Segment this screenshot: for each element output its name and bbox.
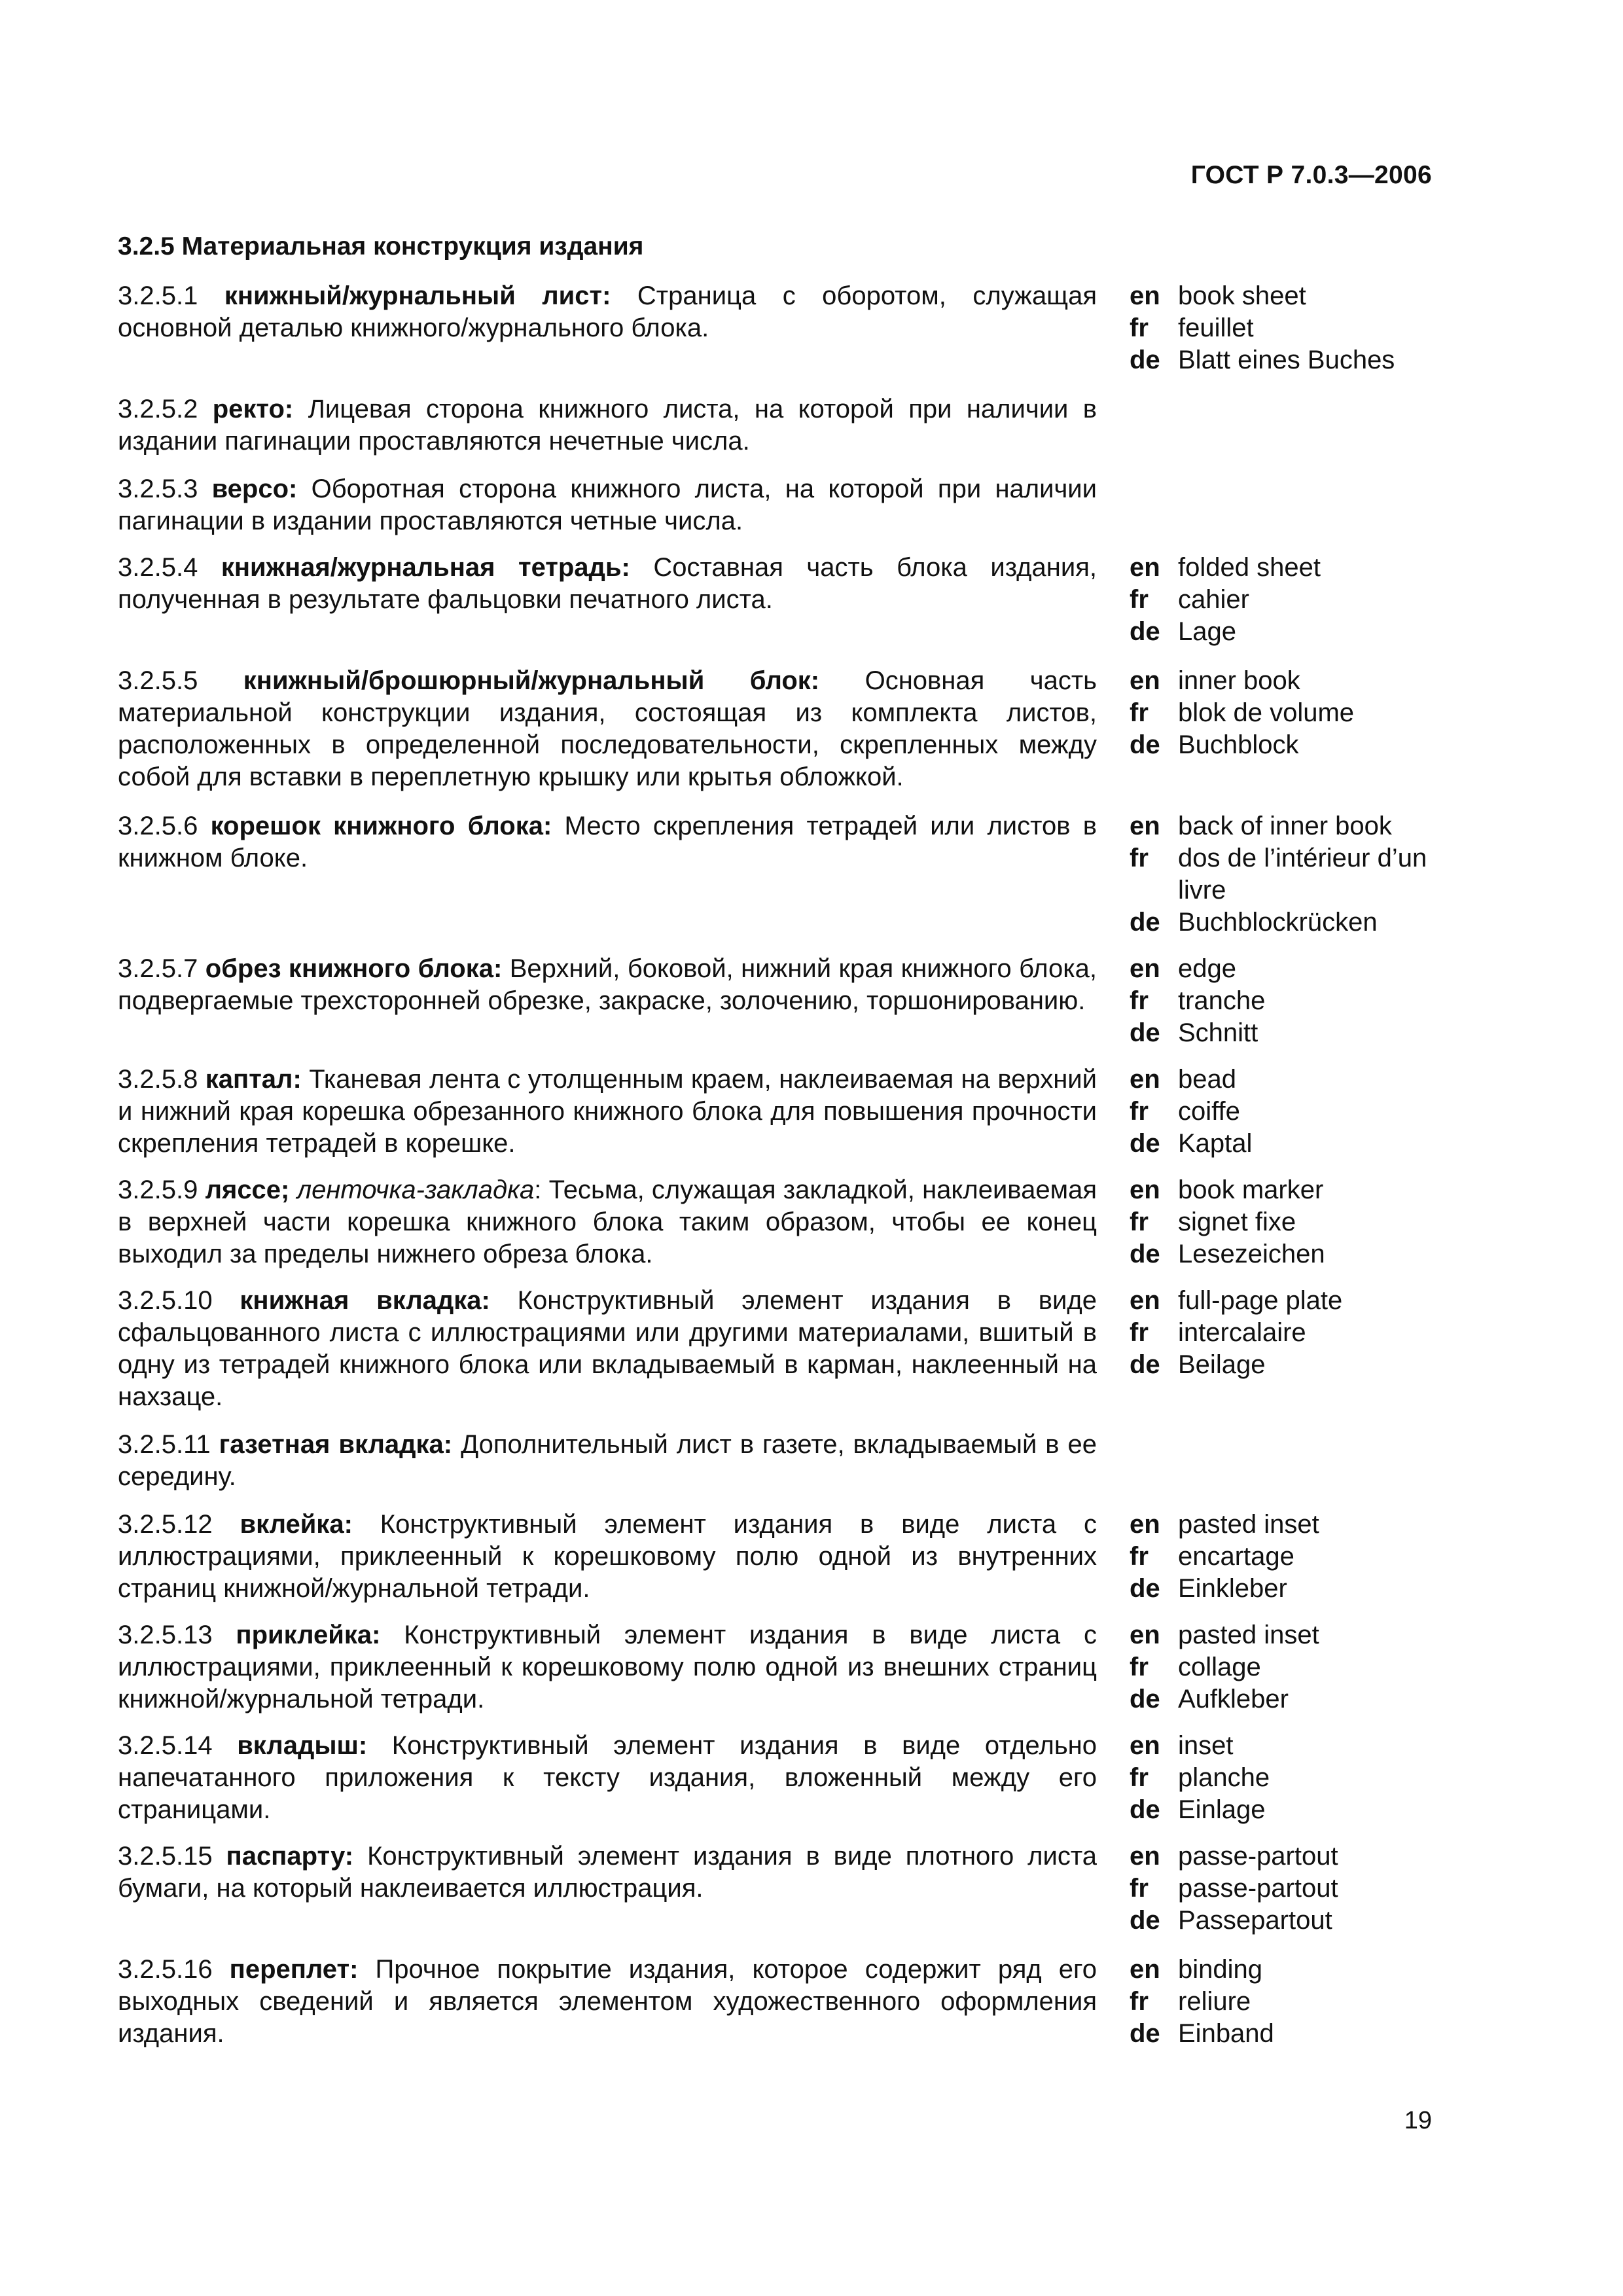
equivalent-de	[1130, 1128, 1440, 1160]
equivalent-term: coiffe	[1178, 1097, 1240, 1126]
equivalent-fr	[1130, 312, 1440, 344]
equivalent-fr	[1130, 1317, 1440, 1349]
equivalent-term: Blatt eines Buches	[1178, 346, 1395, 374]
equivalent-term: inset	[1178, 1731, 1234, 1760]
page-number: 19	[1404, 2107, 1432, 2134]
equivalent-fr	[1130, 1873, 1440, 1905]
entry-text	[118, 1840, 1097, 1937]
equivalent-de	[1130, 906, 1440, 939]
equivalent-de	[1130, 2018, 1440, 2050]
entry-definition: Оборотная сторона книжного листа, на которой при наличии пагинации в издании проставляются четные числа.	[118, 475, 1097, 535]
entry-text	[118, 393, 1097, 457]
equivalent-term: Passepartout	[1178, 1906, 1332, 1935]
equivalent-term: signet fixe	[1178, 1208, 1296, 1236]
entry-term: книжная/журнальная тетрадь:	[221, 553, 630, 582]
equivalent-term: bead	[1178, 1065, 1236, 1094]
foreign-equivalents	[1130, 1429, 1440, 1493]
equivalent-en	[1130, 1174, 1440, 1206]
language-code: fr	[1130, 844, 1149, 872]
foreign-equivalents	[1130, 280, 1440, 376]
entry-term: книжная вкладка:	[240, 1286, 490, 1315]
foreign-equivalents	[1130, 1619, 1440, 1715]
equivalent-fr	[1130, 1986, 1440, 2018]
entry-text	[118, 1619, 1097, 1715]
equivalent-en	[1130, 1285, 1440, 1317]
entry-definition: Страница с оборотом, служащая основной деталью книжного/журнального блока.	[118, 281, 1097, 342]
equivalent-de	[1130, 344, 1440, 376]
equivalent-fr	[1130, 697, 1440, 729]
equivalent-en	[1130, 1509, 1440, 1541]
equivalent-de	[1130, 1349, 1440, 1381]
entry-number: 3.2.5.15	[118, 1842, 213, 1871]
entry-definition: Тканевая лента с утолщенным краем, наклеиваемая на верхний и нижний края корешка обрезанного книжного блока для повышения прочности скрепления тетрадей в корешке.	[118, 1065, 1097, 1158]
entry-definition: Конструктивный элемент издания в виде листа с иллюстрациями, приклеенный к корешковому полю одной из внешних страниц книжной/журнальной тетради.	[118, 1621, 1097, 1713]
language-code: en	[1130, 1621, 1160, 1649]
entry-row	[118, 280, 1440, 376]
entry-text	[118, 473, 1097, 537]
entry-definition: Составная часть блока издания, полученная в результате фальцовки печатного листа.	[118, 553, 1097, 614]
language-code: en	[1130, 1955, 1160, 1984]
equivalent-term: Buchblock	[1178, 730, 1299, 759]
equivalent-term: Aufkleber	[1178, 1685, 1289, 1713]
entry-text	[118, 1509, 1097, 1605]
language-code: fr	[1130, 1653, 1149, 1681]
language-code: de	[1130, 1350, 1160, 1379]
entry-row	[118, 1619, 1440, 1715]
equivalent-de	[1130, 1017, 1440, 1049]
section-heading: 3.2.5 Материальная конструкция издания	[118, 232, 644, 260]
foreign-equivalents	[1130, 953, 1440, 1049]
entry-row	[118, 1730, 1440, 1826]
equivalent-term: Schnitt	[1178, 1018, 1258, 1047]
entry-row	[118, 1840, 1440, 1937]
foreign-equivalents	[1130, 1730, 1440, 1826]
equivalent-term: Lesezeichen	[1178, 1240, 1325, 1268]
language-code: en	[1130, 666, 1160, 695]
equivalent-term: feuillet	[1178, 314, 1254, 342]
language-code: en	[1130, 1175, 1160, 1204]
entry-row	[118, 953, 1440, 1049]
language-code: de	[1130, 1018, 1160, 1047]
equivalent-fr	[1130, 584, 1440, 616]
equivalent-fr	[1130, 1541, 1440, 1573]
foreign-equivalents	[1130, 473, 1440, 537]
entry-synonym: ленточка-закладка	[296, 1175, 535, 1204]
language-code: de	[1130, 1906, 1160, 1935]
entry-text	[118, 1064, 1097, 1160]
equivalent-term: Buchblockrücken	[1178, 908, 1378, 937]
equivalent-term: encartage	[1178, 1542, 1294, 1571]
equivalent-term: planche	[1178, 1763, 1270, 1792]
foreign-equivalents	[1130, 1064, 1440, 1160]
standard-code: ГОСТ Р 7.0.3—2006	[1190, 161, 1432, 189]
entry-row	[118, 393, 1440, 457]
entry-term: корешок книжного блока:	[210, 812, 552, 840]
foreign-equivalents	[1130, 1509, 1440, 1605]
entry-row	[118, 665, 1440, 793]
equivalent-en	[1130, 953, 1440, 985]
language-code: fr	[1130, 585, 1149, 614]
entry-number: 3.2.5.10	[118, 1286, 213, 1315]
language-code: fr	[1130, 1874, 1149, 1903]
equivalent-en	[1130, 1064, 1440, 1096]
equivalent-en	[1130, 280, 1440, 312]
language-code: de	[1130, 730, 1160, 759]
equivalent-term: binding	[1178, 1955, 1263, 1984]
foreign-equivalents	[1130, 1954, 1440, 2050]
foreign-equivalents	[1130, 1840, 1440, 1937]
entry-term: обрез книжного блока:	[205, 954, 503, 983]
equivalent-term: edge	[1178, 954, 1236, 983]
equivalent-de	[1130, 1794, 1440, 1826]
equivalent-de	[1130, 1905, 1440, 1937]
entry-number: 3.2.5.1	[118, 281, 198, 310]
entry-term: книжный/журнальный лист:	[224, 281, 611, 310]
language-code: en	[1130, 812, 1160, 840]
equivalent-en	[1130, 1840, 1440, 1873]
equivalent-term: tranche	[1178, 986, 1266, 1015]
entry-text	[118, 810, 1097, 939]
entry-number: 3.2.5.11	[118, 1430, 211, 1459]
entry-term: переплет:	[229, 1955, 359, 1984]
entry-row	[118, 1064, 1440, 1160]
entry-text	[118, 280, 1097, 376]
equivalent-term: intercalaire	[1178, 1318, 1306, 1347]
language-code: en	[1130, 1065, 1160, 1094]
language-code: de	[1130, 2019, 1160, 2048]
language-code: fr	[1130, 698, 1149, 727]
entry-text	[118, 665, 1097, 793]
entry-term: ректо:	[212, 395, 294, 423]
equivalent-term: cahier	[1178, 585, 1249, 614]
entry-term: версо:	[211, 475, 298, 503]
equivalent-term: Einband	[1178, 2019, 1274, 2048]
entry-term: приклейка:	[236, 1621, 381, 1649]
equivalent-term: full-page plate	[1178, 1286, 1343, 1315]
language-code: en	[1130, 281, 1160, 310]
foreign-equivalents	[1130, 1174, 1440, 1270]
language-code: fr	[1130, 1987, 1149, 2016]
entry-row	[118, 1509, 1440, 1605]
equivalent-fr	[1130, 1096, 1440, 1128]
entry-term: вклейка:	[240, 1510, 353, 1539]
entry-number: 3.2.5.14	[118, 1731, 213, 1760]
foreign-equivalents	[1130, 393, 1440, 457]
entry-number: 3.2.5.13	[118, 1621, 213, 1649]
equivalent-term: back of inner book	[1178, 812, 1392, 840]
entry-row	[118, 1954, 1440, 2050]
entry-text	[118, 1429, 1097, 1493]
language-code: de	[1130, 1240, 1160, 1268]
entry-definition: Конструктивный элемент издания в виде сфальцованного листа с иллюстрациями или другими материалами, вшитый в одну из тетрадей книжного блока или вкладываемый в карман, наклеенный на нахзаце.	[118, 1286, 1097, 1411]
entry-number: 3.2.5.8	[118, 1065, 198, 1094]
entry-text	[118, 1954, 1097, 2050]
language-code: fr	[1130, 314, 1149, 342]
entry-definition: Место скрепления тетрадей или листов в книжном блоке.	[118, 812, 1097, 872]
language-code: de	[1130, 1574, 1160, 1603]
entry-text	[118, 1174, 1097, 1270]
equivalent-de	[1130, 729, 1440, 761]
entry-row	[118, 1174, 1440, 1270]
foreign-equivalents	[1130, 1285, 1440, 1413]
equivalent-term: blok de volume	[1178, 698, 1355, 727]
equivalent-fr	[1130, 1762, 1440, 1794]
equivalent-term: collage	[1178, 1653, 1261, 1681]
entry-term: ляссе;	[205, 1175, 290, 1204]
entry-term: книжный/брошюрный/журнальный блок:	[243, 666, 820, 695]
entry-number: 3.2.5.3	[118, 475, 198, 503]
language-code: en	[1130, 1510, 1160, 1539]
entry-row	[118, 1429, 1440, 1493]
entry-definition: Прочное покрытие издания, которое содержит ряд его выходных сведений и является элементом художественного оформления издания.	[118, 1955, 1097, 2048]
foreign-equivalents	[1130, 665, 1440, 793]
language-code: en	[1130, 553, 1160, 582]
equivalent-term: reliure	[1178, 1987, 1251, 2016]
entry-row	[118, 1285, 1440, 1413]
entry-number: 3.2.5.6	[118, 812, 198, 840]
equivalent-term: Lage	[1178, 617, 1236, 646]
equivalent-term: Kaptal	[1178, 1129, 1253, 1158]
entry-definition: Основная часть материальной конструкции издания, состоящая из комплекта листов, расположенных в определенной последовательности, скрепленных между собой для вставки в переплетную крышку или крытья обложкой.	[118, 666, 1097, 791]
equivalent-en	[1130, 665, 1440, 697]
equivalent-fr	[1130, 1651, 1440, 1683]
language-code: fr	[1130, 1318, 1149, 1347]
entry-text	[118, 552, 1097, 648]
entry-definition: Верхний, боковой, нижний края книжного блока, подвергаемые трехсторонней обрезке, закраске, золочению, торшонированию.	[118, 954, 1097, 1015]
language-code: fr	[1130, 1208, 1149, 1236]
entry-definition: Конструктивный элемент издания в виде плотного листа бумаги, на который наклеивается иллюстрация.	[118, 1842, 1097, 1903]
language-code: fr	[1130, 986, 1149, 1015]
language-code: de	[1130, 908, 1160, 937]
language-code: en	[1130, 1842, 1160, 1871]
equivalent-en	[1130, 1730, 1440, 1762]
equivalent-term: book sheet	[1178, 281, 1306, 310]
entry-number: 3.2.5.2	[118, 395, 198, 423]
equivalent-fr	[1130, 842, 1440, 906]
equivalent-en	[1130, 810, 1440, 842]
language-code: de	[1130, 617, 1160, 646]
language-code: en	[1130, 1731, 1160, 1760]
equivalent-fr	[1130, 1206, 1440, 1238]
language-code: fr	[1130, 1097, 1149, 1126]
equivalent-en	[1130, 552, 1440, 584]
entry-definition: : Тесьма, служащая закладкой, наклеиваемая в верхней части корешка книжного блока таким образом, чтобы ее конец выходил за пределы нижнего обреза блока.	[118, 1175, 1097, 1268]
entry-definition: Конструктивный элемент издания в виде листа с иллюстрациями, приклеенный к корешковому полю одной из внутренних страниц книжной/журнальной тетради.	[118, 1510, 1097, 1603]
language-code: en	[1130, 954, 1160, 983]
entry-text	[118, 953, 1097, 1049]
entry-term: паспарту:	[226, 1842, 354, 1871]
entry-number: 3.2.5.7	[118, 954, 198, 983]
entry-number: 3.2.5.12	[118, 1510, 213, 1539]
equivalent-term: pasted inset	[1178, 1510, 1319, 1539]
language-code: de	[1130, 346, 1160, 374]
entry-number: 3.2.5.4	[118, 553, 198, 582]
equivalent-term: passe-partout	[1178, 1874, 1338, 1903]
entry-term: вкладыш:	[237, 1731, 368, 1760]
entry-definition: Дополнительный лист в газете, вкладываемый в ее середину.	[118, 1430, 1097, 1491]
language-code: de	[1130, 1795, 1160, 1824]
equivalent-term: book marker	[1178, 1175, 1324, 1204]
equivalent-term: passe-partout	[1178, 1842, 1338, 1871]
equivalent-term: dos de l’intérieur d’un livre	[1178, 844, 1427, 905]
equivalent-term: folded sheet	[1178, 553, 1321, 582]
language-code: fr	[1130, 1542, 1149, 1571]
entry-text	[118, 1730, 1097, 1826]
entry-text	[118, 1285, 1097, 1413]
entry-term: каптал:	[205, 1065, 302, 1094]
equivalent-term: Beilage	[1178, 1350, 1266, 1379]
entry-definition: Конструктивный элемент издания в виде отдельно напечатанного приложения к тексту издания, вложенный между его страницами.	[118, 1731, 1097, 1824]
entry-row	[118, 810, 1440, 939]
language-code: fr	[1130, 1763, 1149, 1792]
equivalent-en	[1130, 1619, 1440, 1651]
equivalent-de	[1130, 1573, 1440, 1605]
equivalent-fr	[1130, 985, 1440, 1017]
entry-definition: Лицевая сторона книжного листа, на которой при наличии в издании пагинации проставляются нечетные числа.	[118, 395, 1097, 456]
entries-list	[118, 280, 1440, 2050]
equivalent-de	[1130, 616, 1440, 648]
entry-row	[118, 552, 1440, 648]
equivalent-term: Einkleber	[1178, 1574, 1287, 1603]
foreign-equivalents	[1130, 810, 1440, 939]
equivalent-term: pasted inset	[1178, 1621, 1319, 1649]
equivalent-en	[1130, 1954, 1440, 1986]
language-code: de	[1130, 1129, 1160, 1158]
entry-number: 3.2.5.16	[118, 1955, 213, 1984]
equivalent-term: inner book	[1178, 666, 1300, 695]
language-code: en	[1130, 1286, 1160, 1315]
equivalent-de	[1130, 1683, 1440, 1715]
entry-row	[118, 473, 1440, 537]
foreign-equivalents	[1130, 552, 1440, 648]
language-code: de	[1130, 1685, 1160, 1713]
entry-term: газетная вкладка:	[219, 1430, 453, 1459]
entry-number: 3.2.5.5	[118, 666, 198, 695]
equivalent-de	[1130, 1238, 1440, 1270]
equivalent-term: Einlage	[1178, 1795, 1266, 1824]
entry-number: 3.2.5.9	[118, 1175, 198, 1204]
